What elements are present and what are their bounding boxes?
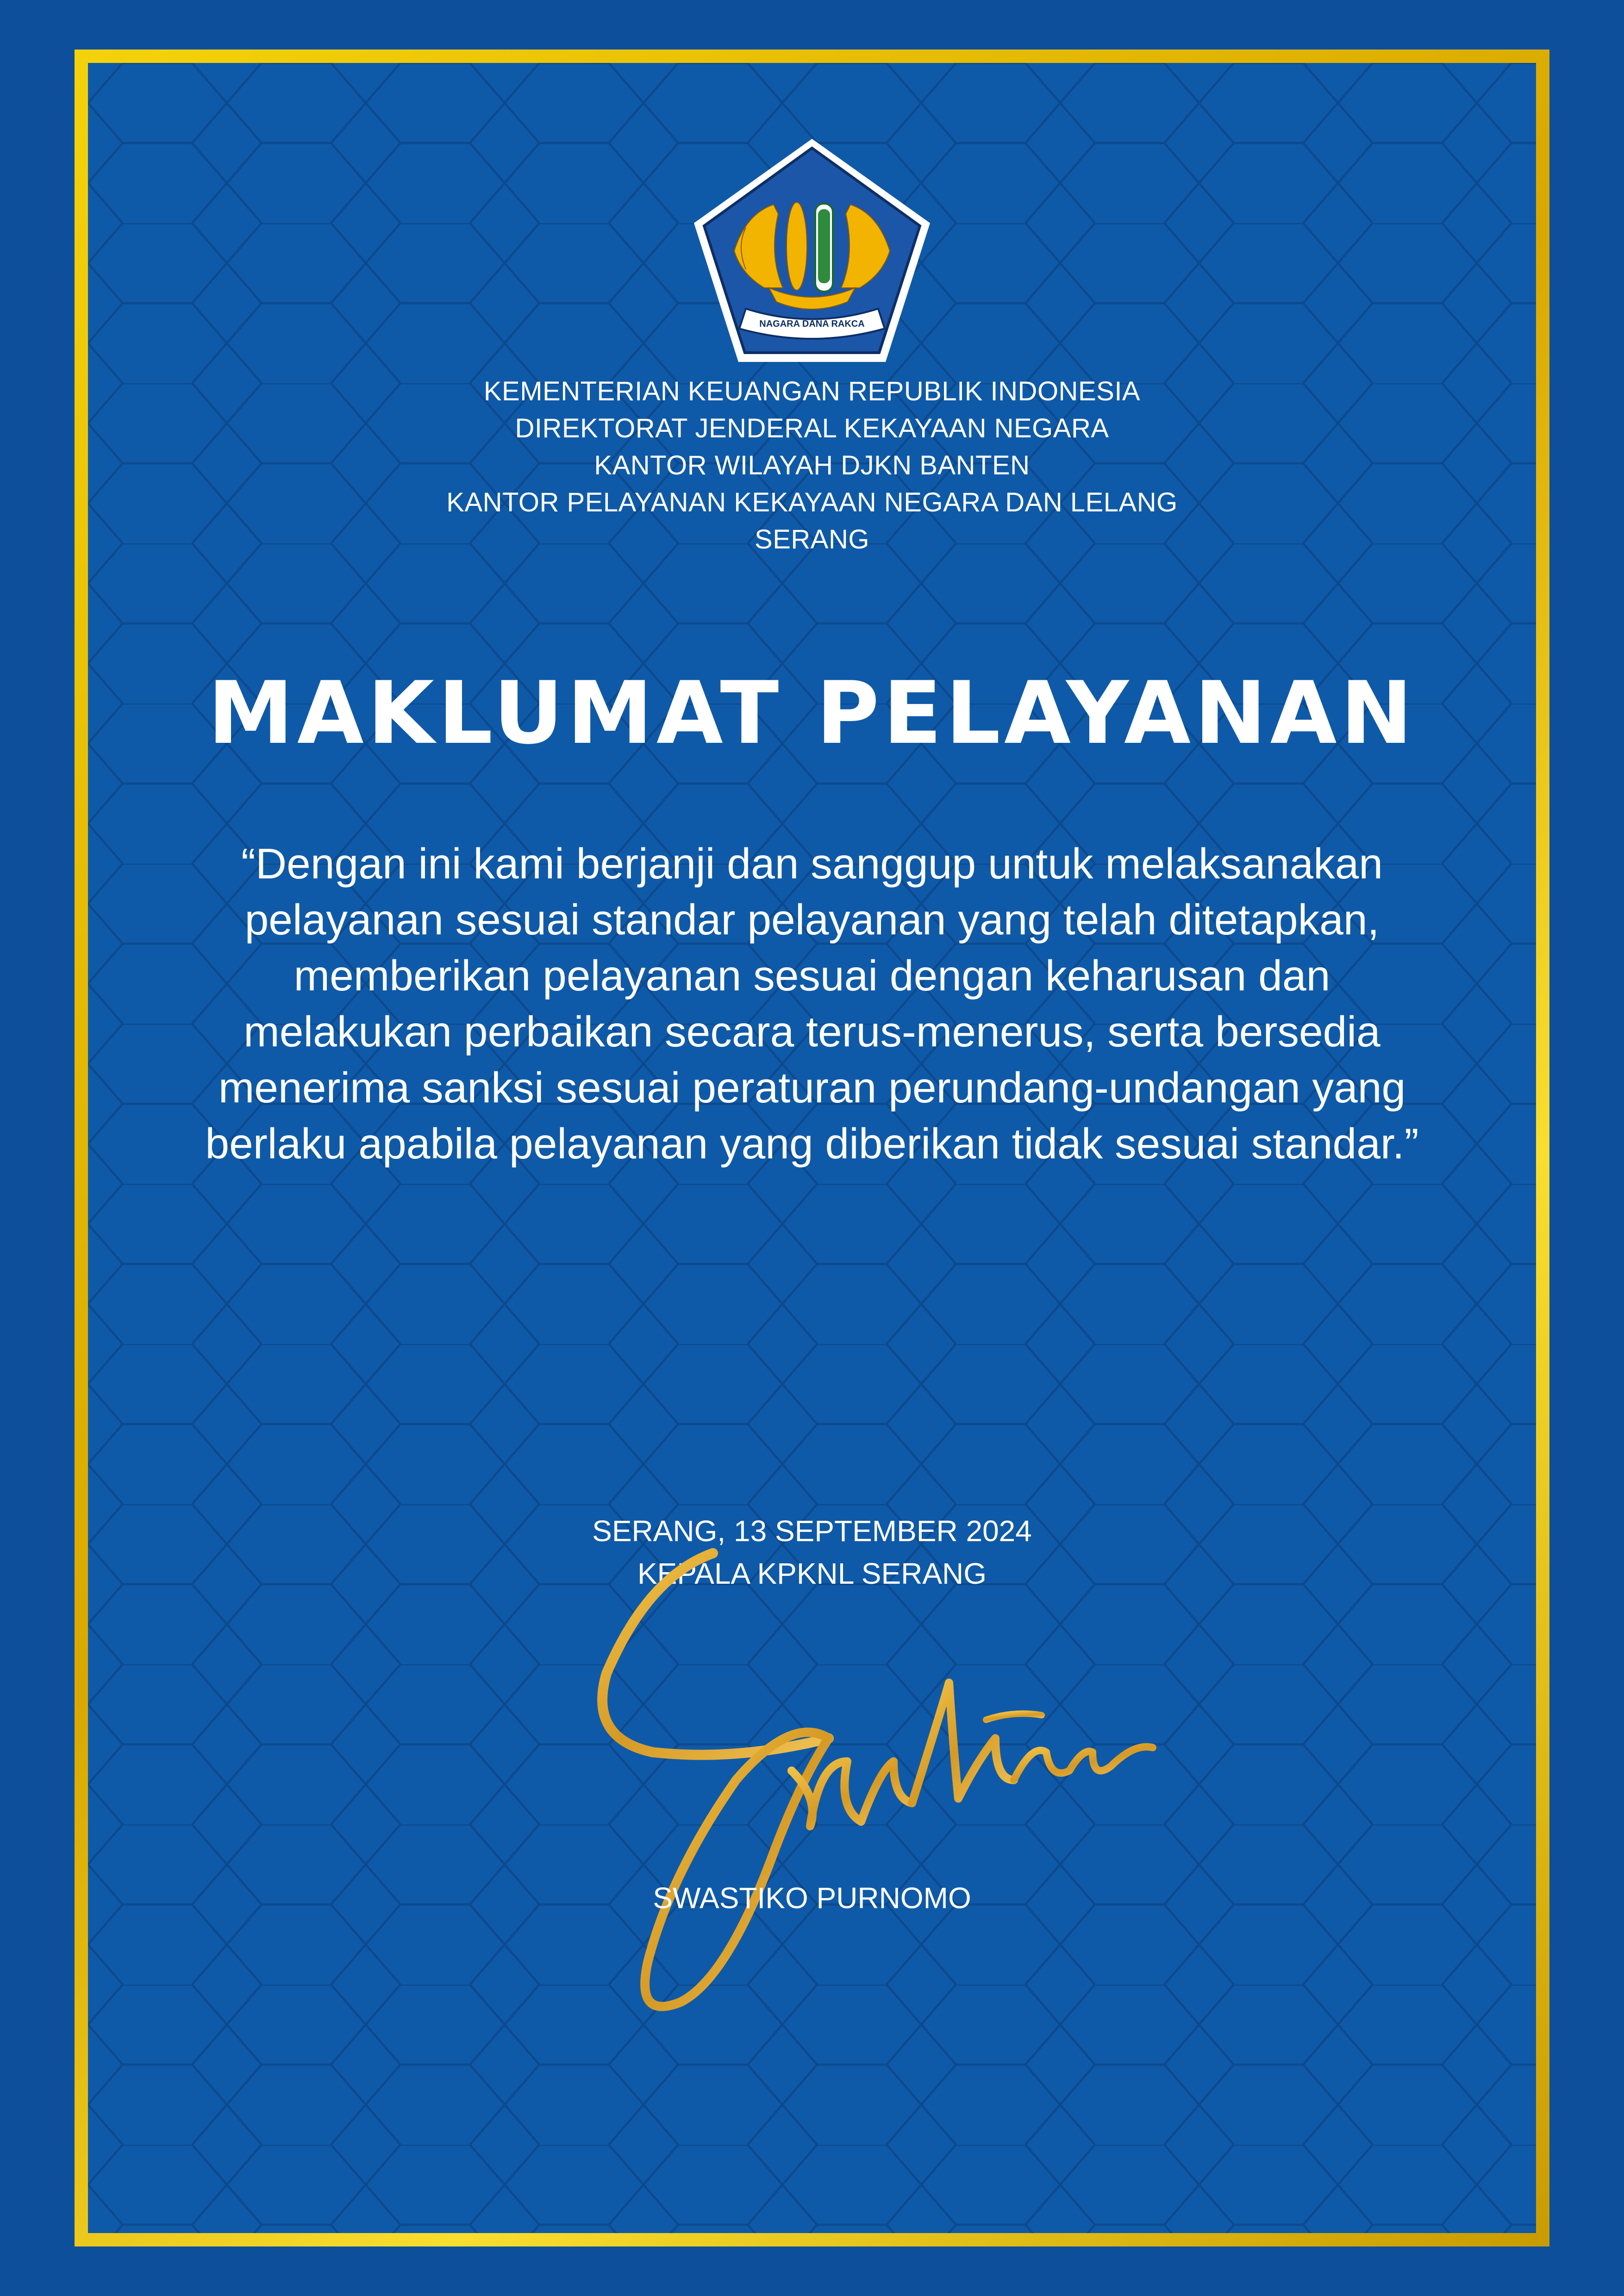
document-title: MAKLUMAT PELAYANAN (207, 663, 1417, 763)
document-panel (88, 63, 1536, 2233)
declaration-line: pelayanan sesuai standar pelayanan yang telah ditetapkan, (244, 896, 1380, 944)
handwritten-signature (495, 1521, 1282, 2076)
header-line-regional-office: KANTOR WILAYAH DJKN BANTEN (594, 450, 1030, 480)
declaration-text (153, 836, 1471, 1172)
declaration-line: melakukan perbaikan secara terus-menerus, serta bersedia (244, 1008, 1380, 1056)
declaration-line: menerima sanksi sesuai peraturan perundang-undangan yang (218, 1064, 1406, 1112)
institution-header (88, 373, 1536, 558)
header-line-city: SERANG (755, 524, 869, 554)
declaration-line: memberikan pelayanan sesuai dengan keharusan dan (294, 952, 1330, 1000)
signer-position: KEPALA KPKNL SERANG (637, 1557, 987, 1590)
logo-motto: NAGARA DANA RAKCA (759, 319, 865, 329)
place-date: SERANG, 13 SEPTEMBER 2024 (592, 1514, 1032, 1548)
declaration-line: “Dengan ini kami berjanji dan sanggup untuk melaksanakan (241, 840, 1383, 888)
header-line-service-office: KANTOR PELAYANAN KEKAYAAN NEGARA DAN LELANG (446, 487, 1178, 517)
declaration-line: berlaku apabila pelayanan yang diberikan tidak sesuai standar.” (205, 1120, 1419, 1168)
signer-name: SWASTIKO PURNOMO (653, 1881, 971, 1915)
kemenkeu-logo (690, 135, 934, 367)
header-line-directorate: DIREKTORAT JENDERAL KEKAYAAN NEGARA (515, 413, 1109, 443)
header-line-ministry: KEMENTERIAN KEUANGAN REPUBLIK INDONESIA (483, 376, 1141, 406)
